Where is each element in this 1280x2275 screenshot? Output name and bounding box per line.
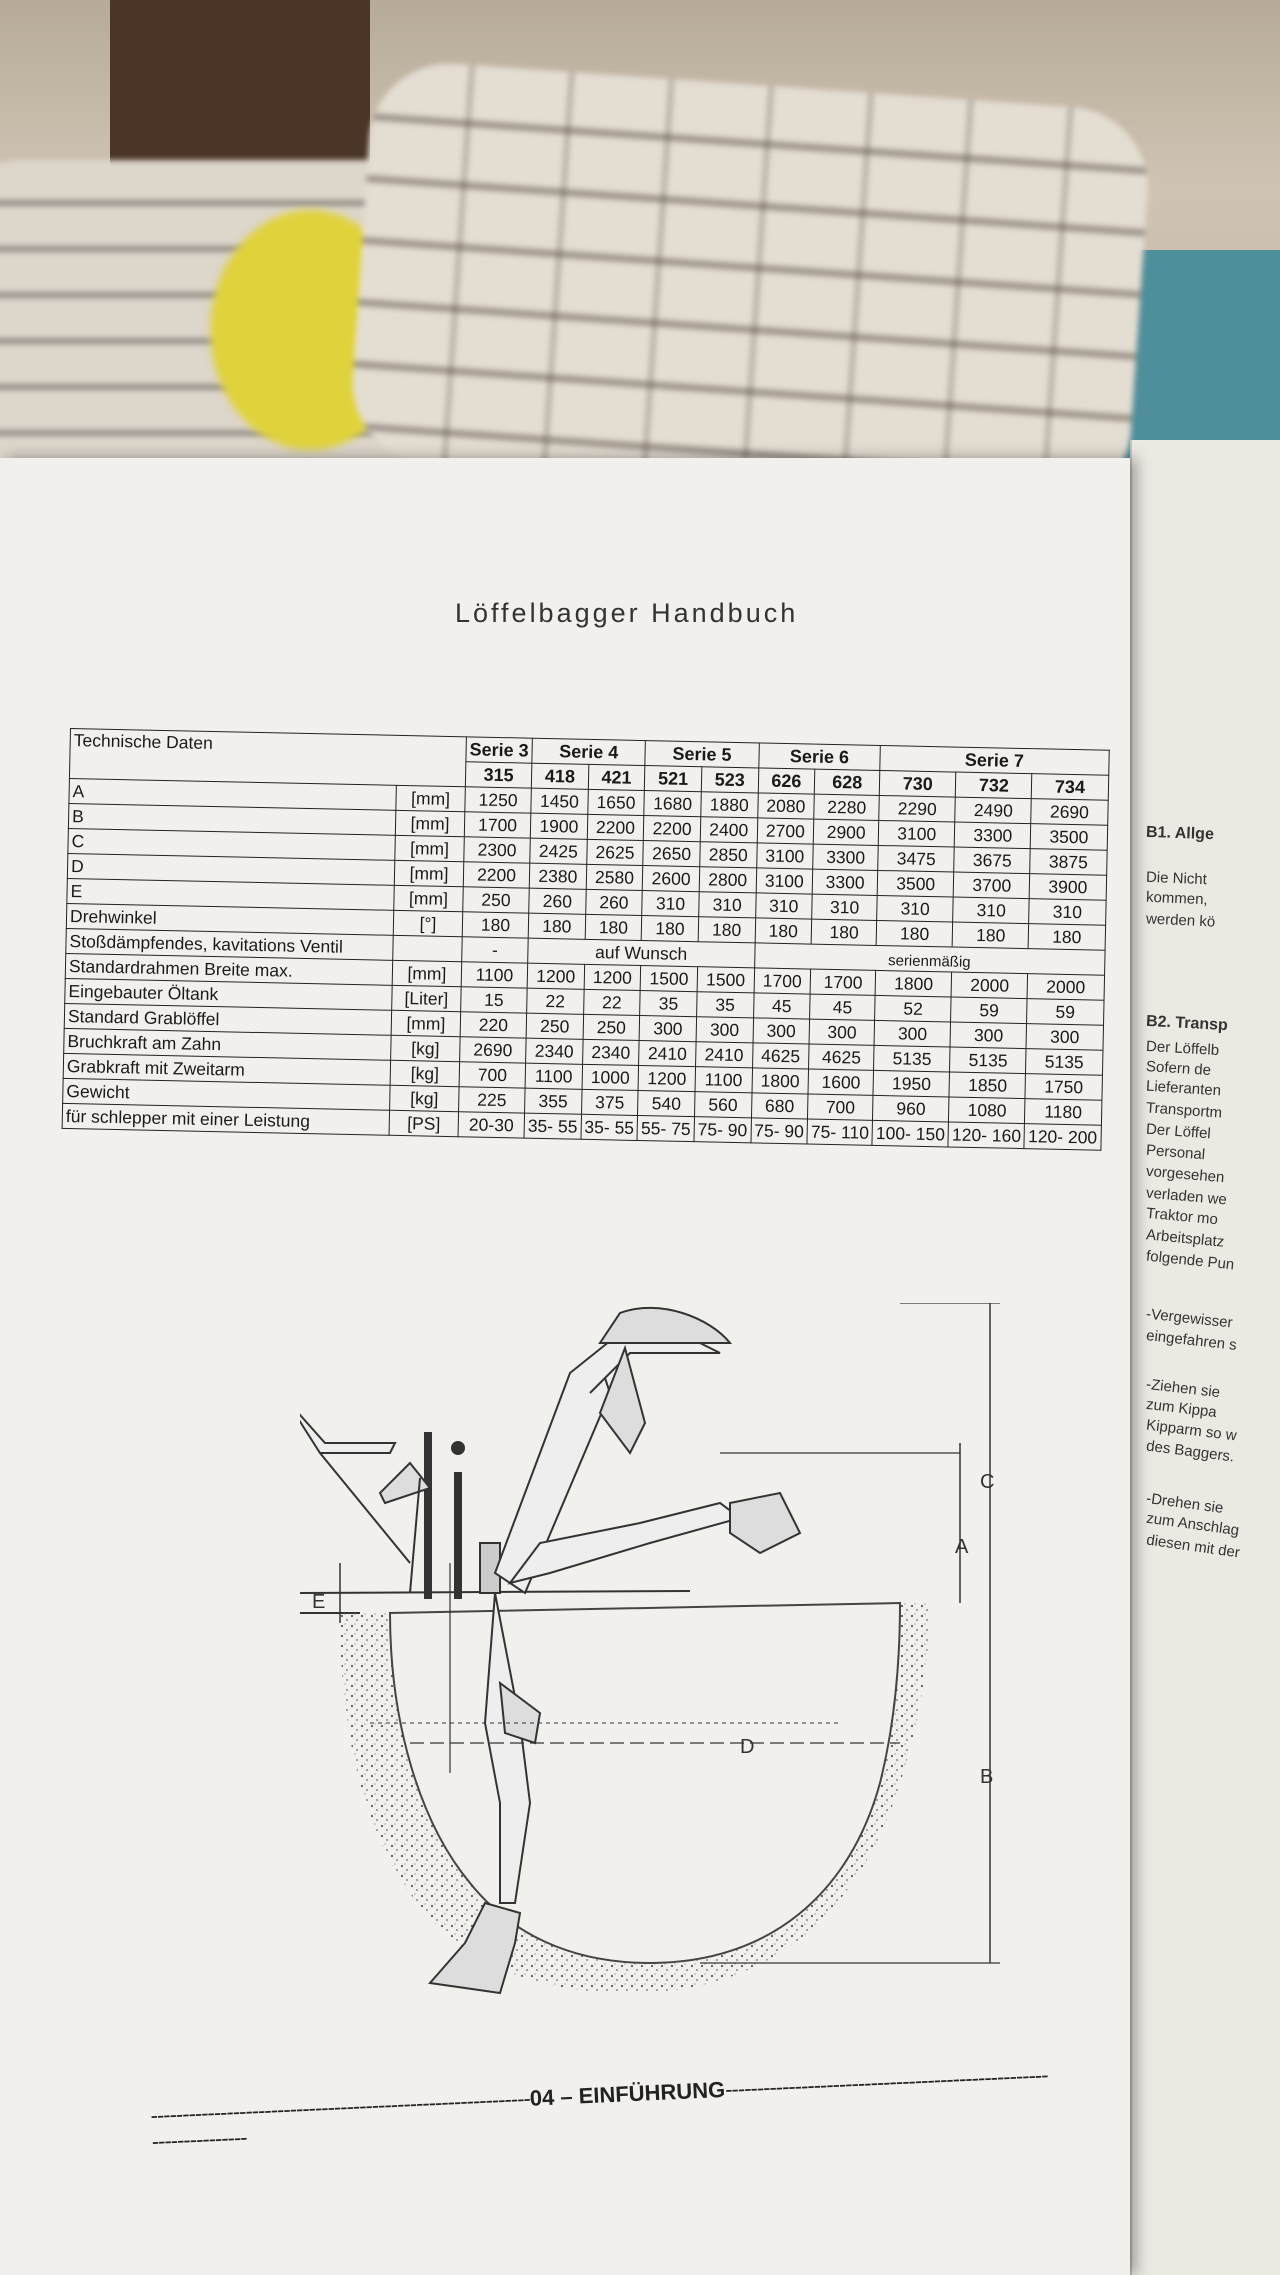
cell-value: 2690 [1031, 799, 1108, 826]
cell-value: 310 [953, 897, 1030, 924]
row-label: A [69, 778, 396, 810]
right-page-line: Sofern de [1145, 1058, 1212, 1079]
cell-value: 2200 [463, 862, 530, 888]
row-label: B [68, 803, 395, 835]
row-unit: [mm] [396, 785, 466, 811]
right-page-line: Arbeitsplatz [1145, 1226, 1226, 1251]
cell-value: 1600 [808, 1069, 874, 1095]
cell-value: 75- 90 [694, 1117, 751, 1143]
cell-value: 2650 [643, 841, 700, 867]
cell-value: 35 [640, 991, 697, 1017]
cell-value: 1250 [465, 787, 532, 813]
book-page [0, 458, 1130, 2275]
checkered-pillow [347, 58, 1153, 470]
model-header: 734 [1032, 774, 1109, 801]
cell-value: 2280 [814, 794, 880, 820]
cell-value: 2490 [955, 797, 1032, 824]
cell-value: 1800 [752, 1068, 809, 1094]
right-page-line: Lieferanten [1145, 1077, 1222, 1100]
model-header: 628 [814, 769, 880, 795]
cell-value: 700 [459, 1062, 526, 1088]
row-unit: [°] [393, 910, 463, 936]
cell-value: 3900 [1030, 874, 1107, 901]
model-header: 418 [531, 763, 588, 789]
cell-value: 260 [585, 889, 642, 915]
right-page-line: verladen we [1145, 1184, 1228, 1209]
cell-value: 2690 [460, 1037, 527, 1063]
cell-value: 375 [581, 1089, 638, 1115]
cell-value: 4625 [809, 1044, 875, 1070]
optional-note: auf Wunsch [528, 938, 755, 968]
row-label: Drehwinkel [66, 903, 393, 935]
cell-value: 2410 [695, 1042, 752, 1068]
cell-value: 3100 [878, 820, 955, 847]
cell-value: 310 [699, 892, 756, 918]
dim-label-d: D [740, 1736, 755, 1758]
cell-value: 1880 [701, 792, 758, 818]
dim-label-a: A [955, 1536, 969, 1558]
series-header: Serie 7 [880, 745, 1109, 775]
row-label: D [67, 853, 394, 885]
cell-value: 1200 [638, 1065, 695, 1091]
cell-value: 5135 [1026, 1049, 1103, 1076]
row-unit: [mm] [391, 1010, 461, 1036]
cell-value: 100- 150 [872, 1120, 949, 1147]
cell-value: 59 [1027, 999, 1104, 1026]
cell-value: 2000 [1027, 974, 1104, 1001]
technical-data-table [62, 728, 1110, 1151]
right-page-line: eingefahren s [1145, 1327, 1238, 1354]
cell-value: 260 [529, 888, 586, 914]
cell-value: 3300 [812, 869, 878, 895]
cell-value: 1500 [697, 967, 754, 993]
cell-value: 540 [638, 1090, 695, 1116]
dim-label-c: C [980, 1471, 995, 1493]
series-header: Serie 3 [466, 737, 533, 763]
cell-value: 1850 [949, 1072, 1026, 1099]
cell-value: 1100 [525, 1063, 582, 1089]
cell-value: 180 [528, 913, 585, 939]
cell-value: 2800 [699, 867, 756, 893]
cell-value: 1900 [530, 813, 587, 839]
cell-value: 300 [753, 1018, 810, 1044]
excavator-diagram [300, 1303, 1020, 2063]
series-header: Serie 6 [758, 743, 880, 771]
cell-value: 2700 [757, 818, 814, 844]
cell-value: 300 [874, 1020, 951, 1047]
row-label: Standardrahmen Breite max. [65, 953, 392, 985]
cell-value: 5135 [874, 1045, 951, 1072]
row-unit: [Liter] [392, 985, 462, 1011]
cell-value: 120- 160 [948, 1122, 1025, 1149]
cell-value: 180 [641, 916, 698, 942]
model-header: 421 [588, 764, 645, 790]
cell-value: 310 [642, 891, 699, 917]
cell-value: 2600 [643, 866, 700, 892]
cell-value: 2850 [700, 842, 757, 868]
cell-value: 300 [1026, 1024, 1103, 1051]
dim-label-e: E [312, 1591, 326, 1613]
cell-value: 2625 [586, 839, 643, 865]
row-label: Gewicht [63, 1078, 390, 1110]
cell-value: 45 [753, 993, 810, 1019]
right-page-line: Kipparm so w [1145, 1416, 1238, 1445]
cell-value: 2900 [813, 819, 879, 845]
model-header: 626 [758, 768, 815, 794]
cell-value: 75- 90 [751, 1118, 808, 1144]
row-label: C [68, 828, 395, 860]
right-page-line: Traktor mo [1145, 1204, 1219, 1229]
cell-value: 2300 [464, 837, 531, 863]
cell-value: 4625 [752, 1043, 809, 1069]
cell-value: 3300 [955, 822, 1032, 849]
cell-value: 300 [696, 1017, 753, 1043]
series-header: Serie 4 [532, 738, 646, 765]
cell-value: 250 [583, 1014, 640, 1040]
cell-value: 52 [875, 995, 952, 1022]
cell-value: 1200 [527, 963, 584, 989]
cell-value: 1700 [754, 968, 811, 994]
cell-value: 250 [526, 1013, 583, 1039]
cell-value: 2425 [530, 838, 587, 864]
cell-value: 55- 75 [637, 1115, 694, 1141]
cell-value: 1650 [587, 789, 644, 815]
cell-value: 180 [755, 918, 812, 944]
right-page-line: werden kö [1145, 910, 1216, 931]
cell-value: 1450 [531, 788, 588, 814]
cell-value: 22 [583, 989, 640, 1015]
cell-value: 35- 55 [524, 1113, 581, 1139]
cell-value: 1180 [1025, 1099, 1102, 1126]
cell-value: 1700 [464, 812, 531, 838]
cell-value: 2400 [700, 817, 757, 843]
row-unit: [mm] [395, 810, 465, 836]
standard-note: serienmäßig [754, 943, 1104, 975]
right-page-line: zum Anschlag [1145, 1509, 1241, 1540]
cell-value: 560 [694, 1092, 751, 1118]
cell-value: 22 [527, 988, 584, 1014]
row-label: Bruchkraft am Zahn [64, 1028, 391, 1060]
cell-value: 2580 [586, 864, 643, 890]
cell-value: 220 [460, 1012, 527, 1038]
right-page-line: diesen mit der [1145, 1531, 1241, 1562]
cell-value: 680 [751, 1093, 808, 1119]
cell-value: 75- 110 [807, 1119, 873, 1145]
cell-value: 1950 [873, 1070, 950, 1097]
cell-value: 700 [808, 1094, 874, 1120]
cell-value: 59 [951, 997, 1028, 1024]
cell-value: 960 [873, 1095, 950, 1122]
row-label: Eingebauter Öltank [65, 978, 392, 1010]
right-page-line: folgende Pun [1145, 1247, 1236, 1274]
cell-value: 1680 [644, 791, 701, 817]
right-page-line: kommen, [1145, 888, 1209, 909]
cell-value: 3675 [954, 847, 1031, 874]
cell-value: 2340 [582, 1039, 639, 1065]
row-unit [393, 935, 463, 961]
cell-value: 3100 [756, 868, 813, 894]
cell-value: 20-30 [458, 1112, 525, 1138]
right-page-line: zum Kippa [1145, 1395, 1218, 1422]
cell-value: 355 [525, 1088, 582, 1114]
right-page-line: B1. Allge [1145, 823, 1215, 844]
row-unit: [mm] [392, 960, 462, 986]
cell-value: 1100 [695, 1067, 752, 1093]
cell-value: - [462, 937, 529, 963]
cell-value: 180 [952, 922, 1029, 949]
right-page [1130, 440, 1280, 2275]
cell-value: 3475 [878, 845, 955, 872]
right-page-line: -Vergewisser [1145, 1305, 1234, 1332]
cell-value: 180 [876, 920, 953, 947]
row-unit: [PS] [389, 1110, 459, 1136]
cell-value: 1700 [810, 969, 876, 995]
row-label: Grabkraft mit Zweitarm [63, 1053, 390, 1085]
cell-value: 300 [639, 1015, 696, 1041]
cell-value: 35 [697, 992, 754, 1018]
cell-value: 2200 [644, 816, 701, 842]
cell-value: 35- 55 [581, 1114, 638, 1140]
row-unit: [kg] [390, 1060, 460, 1086]
cell-value: 45 [810, 994, 876, 1020]
cell-value: 180 [462, 912, 529, 938]
page-footer: ------------------------------------------------------------04 – EINFÜHRUNG------------------------------------------------------------------ [150, 2062, 1049, 2154]
right-page-line: Der Löffelb [1145, 1037, 1220, 1060]
cell-value: 300 [809, 1019, 875, 1045]
cell-value: 1200 [584, 964, 641, 990]
cell-value: 310 [755, 893, 812, 919]
cell-value: 3700 [953, 872, 1030, 899]
cell-value: 2380 [529, 863, 586, 889]
row-unit: [kg] [390, 1085, 460, 1111]
cell-value: 3500 [877, 870, 954, 897]
model-header: 732 [956, 772, 1033, 799]
model-header: 521 [645, 766, 702, 792]
cell-value: 1000 [582, 1064, 639, 1090]
right-page-line: B2. Transp [1145, 1012, 1229, 1035]
model-header: 730 [879, 770, 956, 797]
right-page-line: -Drehen sie [1145, 1490, 1225, 1517]
cell-value: 2080 [757, 793, 814, 819]
cell-value: 1080 [949, 1097, 1026, 1124]
right-page-line: Der Löffel [1145, 1120, 1212, 1143]
cell-value: 300 [950, 1022, 1027, 1049]
right-page-line: vorgesehen [1145, 1162, 1225, 1187]
row-label: für schlepper mit einer Leistung [62, 1103, 389, 1135]
right-page-line: des Baggers. [1145, 1437, 1236, 1466]
cell-value: 180 [585, 914, 642, 940]
cell-value: 1500 [640, 966, 697, 992]
cell-value: 3300 [813, 844, 879, 870]
cell-value: 180 [1029, 924, 1106, 951]
row-unit: [kg] [391, 1035, 461, 1061]
cell-value: 120- 200 [1024, 1124, 1101, 1151]
cell-value: 310 [812, 894, 878, 920]
cell-value: 1800 [875, 970, 952, 997]
page-title: Löffelbagger Handbuch [455, 598, 799, 628]
photo-background [0, 0, 1280, 470]
row-label: E [67, 878, 394, 910]
cell-value: 3100 [756, 843, 813, 869]
cell-value: 310 [1029, 899, 1106, 926]
cell-value: 2290 [879, 795, 956, 822]
cell-value: 3875 [1030, 849, 1107, 876]
cell-value: 2410 [639, 1040, 696, 1066]
cell-value: 250 [463, 887, 530, 913]
row-label: Standard Grablöffel [64, 1003, 391, 1035]
page-number-label: 04 – EINFÜHRUNG [529, 2076, 726, 2111]
cell-value: 1750 [1025, 1074, 1102, 1101]
cell-value: 15 [461, 987, 528, 1013]
series-header: Serie 5 [645, 741, 759, 768]
cell-value: 310 [877, 895, 954, 922]
cell-value: 225 [459, 1087, 526, 1113]
cell-value: 180 [811, 919, 877, 945]
cell-value: 3500 [1031, 824, 1108, 851]
cell-value: 5135 [950, 1047, 1027, 1074]
cell-value: 1100 [461, 962, 528, 988]
model-header: 315 [465, 762, 532, 788]
cell-value: 2000 [951, 972, 1028, 999]
cell-value: 180 [698, 917, 755, 943]
right-page-line: Transportm [1145, 1099, 1223, 1122]
row-label: Stoßdämpfendes, kavitations Ventil [66, 928, 393, 960]
cell-value: 2200 [587, 814, 644, 840]
right-page-line: -Ziehen sie [1145, 1375, 1221, 1402]
right-page-line: Die Nicht [1145, 868, 1208, 889]
model-header: 523 [701, 767, 758, 793]
row-unit: [mm] [394, 885, 464, 911]
right-page-line: Personal [1145, 1141, 1206, 1164]
dim-label-b: B [980, 1766, 994, 1788]
row-unit: [mm] [394, 860, 464, 886]
table-title: Technische Daten [69, 729, 466, 787]
cell-value: 2340 [526, 1038, 583, 1064]
row-unit: [mm] [395, 835, 465, 861]
